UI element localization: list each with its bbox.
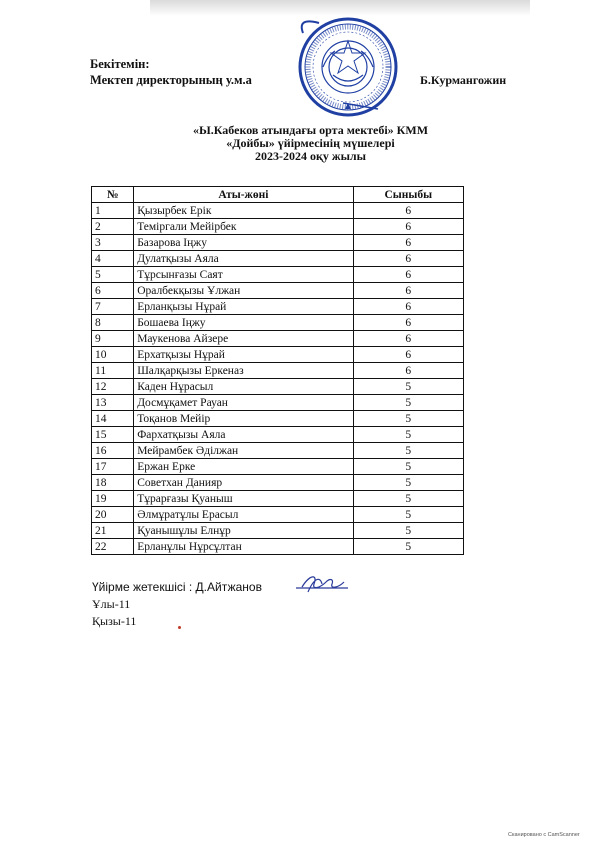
student-grade: 6 xyxy=(353,283,463,299)
student-name: Тұрарғазы Қуаныш xyxy=(134,491,353,507)
table-row xyxy=(92,219,464,235)
student-grade: 6 xyxy=(353,347,463,363)
row-number: 6 xyxy=(92,283,134,299)
student-grade: 6 xyxy=(353,331,463,347)
student-grade: 5 xyxy=(353,379,463,395)
approval-block xyxy=(90,56,252,88)
scan-shadow xyxy=(150,0,530,16)
table-row xyxy=(92,411,464,427)
row-number: 21 xyxy=(92,523,134,539)
student-grade: 6 xyxy=(353,299,463,315)
table-row xyxy=(92,363,464,379)
table-row xyxy=(92,475,464,491)
student-grade: 6 xyxy=(353,219,463,235)
student-name: Теміргали Мейірбек xyxy=(134,219,353,235)
student-grade: 6 xyxy=(353,363,463,379)
director-name: Б.Курмангожин xyxy=(420,73,507,87)
table-header-row xyxy=(92,187,464,203)
row-number: 16 xyxy=(92,443,134,459)
scanner-watermark: Сканировано с CamScanner xyxy=(508,832,580,838)
student-name: Әлмұратұлы Ерасыл xyxy=(134,507,353,523)
student-grade: 6 xyxy=(353,315,463,331)
student-name: Қызырбек Ерік xyxy=(134,203,353,219)
row-number: 17 xyxy=(92,459,134,475)
table-row xyxy=(92,299,464,315)
row-number: 9 xyxy=(92,331,134,347)
table-row xyxy=(92,203,464,219)
row-number: 7 xyxy=(92,299,134,315)
table-row xyxy=(92,491,464,507)
row-number: 15 xyxy=(92,427,134,443)
student-grade: 5 xyxy=(353,443,463,459)
table-row xyxy=(92,539,464,555)
director-title: Мектеп директорының у.м.а xyxy=(90,73,252,87)
student-name: Базарова Іңжу xyxy=(134,235,353,251)
row-number: 13 xyxy=(92,395,134,411)
student-name: Досмұқамет Рауан xyxy=(134,395,353,411)
girls-count: Қызы-11 xyxy=(92,614,137,628)
row-number: 12 xyxy=(92,379,134,395)
table-row xyxy=(92,459,464,475)
table-row xyxy=(92,315,464,331)
row-number: 4 xyxy=(92,251,134,267)
row-number: 3 xyxy=(92,235,134,251)
table-row xyxy=(92,251,464,267)
student-grade: 5 xyxy=(353,523,463,539)
row-number: 20 xyxy=(92,507,134,523)
student-grade: 5 xyxy=(353,411,463,427)
column-header-number: № xyxy=(92,187,134,203)
column-header-name: Аты-жөні xyxy=(134,187,353,203)
student-name: Тұрсынғазы Саят xyxy=(134,267,353,283)
row-number: 14 xyxy=(92,411,134,427)
row-number: 2 xyxy=(92,219,134,235)
official-seal-icon xyxy=(283,15,413,119)
row-number: 22 xyxy=(92,539,134,555)
student-name: Фархатқызы Аяла xyxy=(134,427,353,443)
student-grade: 5 xyxy=(353,491,463,507)
student-name: Мейрамбек Әділжан xyxy=(134,443,353,459)
student-name: Бошаева Іңжу xyxy=(134,315,353,331)
table-row xyxy=(92,283,464,299)
student-grade: 5 xyxy=(353,475,463,491)
row-number: 19 xyxy=(92,491,134,507)
student-name: Советхан Данияр xyxy=(134,475,353,491)
club-leader: Үйірме жетекшісі : Д.Айтжанов xyxy=(92,580,262,594)
ink-dot xyxy=(178,626,181,629)
student-grade: 6 xyxy=(353,267,463,283)
table-row xyxy=(92,507,464,523)
student-grade: 5 xyxy=(353,507,463,523)
table-row xyxy=(92,267,464,283)
table-row xyxy=(92,523,464,539)
student-name: Дулатқызы Аяла xyxy=(134,251,353,267)
club-title: «Дойбы» үйірмесінің мүшелері xyxy=(226,136,395,150)
table-row xyxy=(92,331,464,347)
column-header-grade: Сыныбы xyxy=(353,187,463,203)
table-row xyxy=(92,347,464,363)
row-number: 11 xyxy=(92,363,134,379)
student-name: Шалқарқызы Еркеназ xyxy=(134,363,353,379)
student-grade: 6 xyxy=(353,251,463,267)
student-name: Оралбекқызы Ұлжан xyxy=(134,283,353,299)
row-number: 10 xyxy=(92,347,134,363)
leader-signature-icon xyxy=(292,570,352,596)
boys-count: Ұлы-11 xyxy=(92,597,131,611)
table-row xyxy=(92,443,464,459)
row-number: 18 xyxy=(92,475,134,491)
table-body xyxy=(92,203,464,555)
row-number: 8 xyxy=(92,315,134,331)
student-grade: 5 xyxy=(353,539,463,555)
student-grade: 5 xyxy=(353,427,463,443)
table-row xyxy=(92,427,464,443)
table-row xyxy=(92,235,464,251)
student-name: Қуанышұлы Елнұр xyxy=(134,523,353,539)
student-name: Ерхатқызы Нұрай xyxy=(134,347,353,363)
row-number: 5 xyxy=(92,267,134,283)
document-title xyxy=(0,124,601,163)
student-name: Кадeн Нұрасыл xyxy=(134,379,353,395)
footer-block xyxy=(92,579,262,630)
school-name: «Ы.Кабеков атындағы орта мектебі» КММ xyxy=(192,123,429,137)
academic-year: 2023-2024 оқу жылы xyxy=(254,149,367,163)
members-table xyxy=(91,186,464,555)
student-name: Ерланұлы Нұрсұлтан xyxy=(134,539,353,555)
student-grade: 6 xyxy=(353,203,463,219)
student-name: Тоқанов Мейір xyxy=(134,411,353,427)
student-name: Маукенова Айзере xyxy=(134,331,353,347)
student-grade: 5 xyxy=(353,395,463,411)
student-name: Ержан Ерке xyxy=(134,459,353,475)
student-name: Ерланқызы Нұрай xyxy=(134,299,353,315)
table-row xyxy=(92,379,464,395)
approve-label: Бекітемін: xyxy=(90,57,150,71)
student-grade: 5 xyxy=(353,459,463,475)
row-number: 1 xyxy=(92,203,134,219)
table-row xyxy=(92,395,464,411)
student-grade: 6 xyxy=(353,235,463,251)
